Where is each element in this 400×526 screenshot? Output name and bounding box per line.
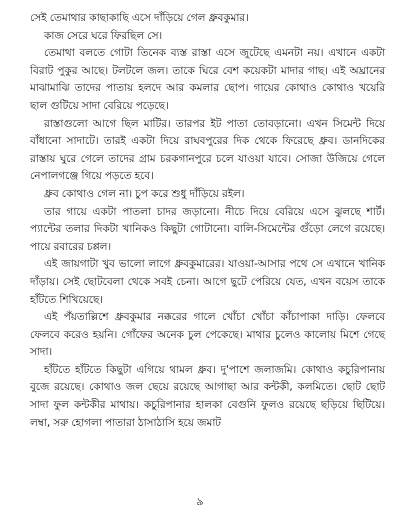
paragraph: ধ্রুব কোথাও গেল না। চুপ করে শুধু দাঁড়িয়ে রইল।	[44, 187, 245, 200]
paragraph: সেই তেমাথার কাছাকাছি এসে দাঁড়িয়ে গেল ধ্রুবকুমার।	[30, 12, 249, 24]
paragraph: এই জায়গাটা খুব ভালো লাগে ধ্রুবকুমারের। যাওয়া-আসার পথে সে এখানে খানিক দাঁড়ায়। সেই ছোটবেলা থেকে সবই চেনা। আগে ছুটে পেরিয়ে যেত, এখন বয়েস তাকে হাঁটতে শিখিয়েছে।	[30, 258, 385, 306]
text-body	[30, 10, 385, 432]
paragraph: কাজ সেরে ঘরে ফিরছিল সে।	[44, 29, 163, 42]
paragraph: এই পঁয়তাল্লিশে ধ্রুবকুমার নক্করের গালে খোঁচা খোঁচা কাঁচাপাকা দাড়ি। ফেলবে ফেলবে করেও হয়নি। গোঁফের অনেক চুল পেকেছে। মাথার চুলেও কালোয় মিশে গেছে সাদা।	[30, 311, 385, 359]
paragraph: রাস্তাগুলো আগে ছিল মাটির। তারপর ইট পাতা তোবড়ানো। এখন সিমেন্ট দিয়ে বাঁধানো সাদাটে। তারই একটা দিয়ে রাঘবপুরের দিক থেকে ফিরেছে ধ্রুব। ডানদিকের রাস্তায় ঘুরে গেলে তাদের গ্রাম চরকগানপুরে চলে যাওয়া যাবে। সোজা উজিয়ে গেলে নেপালগঞ্জে গিয়ে পড়তে হবে।	[30, 117, 385, 183]
paragraph: হাঁটতে হাঁটতে কিছুটা এগিয়ে থামল ধ্রুব। দু'পাশে জলাজমি। কোথাও কচুরিপানায় বুজে রয়েছে। কোথাও জল ছেয়ে রয়েছে আগাছা আর কন্টকী, কলমিতে। ছোট ছোট সাদা ফুল কন্টকীর মাথায়। কচুরিপানার হালকা বেগুনি ফুলও রয়েছে ছড়িয়ে ছিটিয়ে। লম্বা, সরু হোগলা পাতারা ঠাসাঠাসি হয়ে জমাট	[30, 363, 385, 429]
paragraph: তার গায়ে একটা পাতলা চাদর জড়ানো। নীচে দিয়ে বেরিয়ে এসে ঝুলছে শার্ট। প্যান্টের তলার দিকটা খানিকও কিছুটা গোটানো। বালি-সিমেন্টের গুঁড়ো লেগে রয়েছে। পায়ে রবারের চপ্পল।	[30, 205, 385, 253]
page-number: ৯	[196, 495, 204, 508]
paragraph: তেমাথা বলতে গোটা তিনেক ব্যস্ত রাস্তা এসে জুটেছে এমনটা নয়। এখানে একটা বিরাট পুকুর আছে। টলটলে জল। তাকে ঘিরে বেশ কয়েকটা মাদার গাছ। এই অঘ্রানের মাঝামাঝি তাদের পাতায় হলদে আর কমলার ছোপ। গায়ের কোথাও কোথাও খয়েরি ছাল গুটিয়ে সাদা বেরিয়ে পড়েছে।	[30, 47, 385, 112]
